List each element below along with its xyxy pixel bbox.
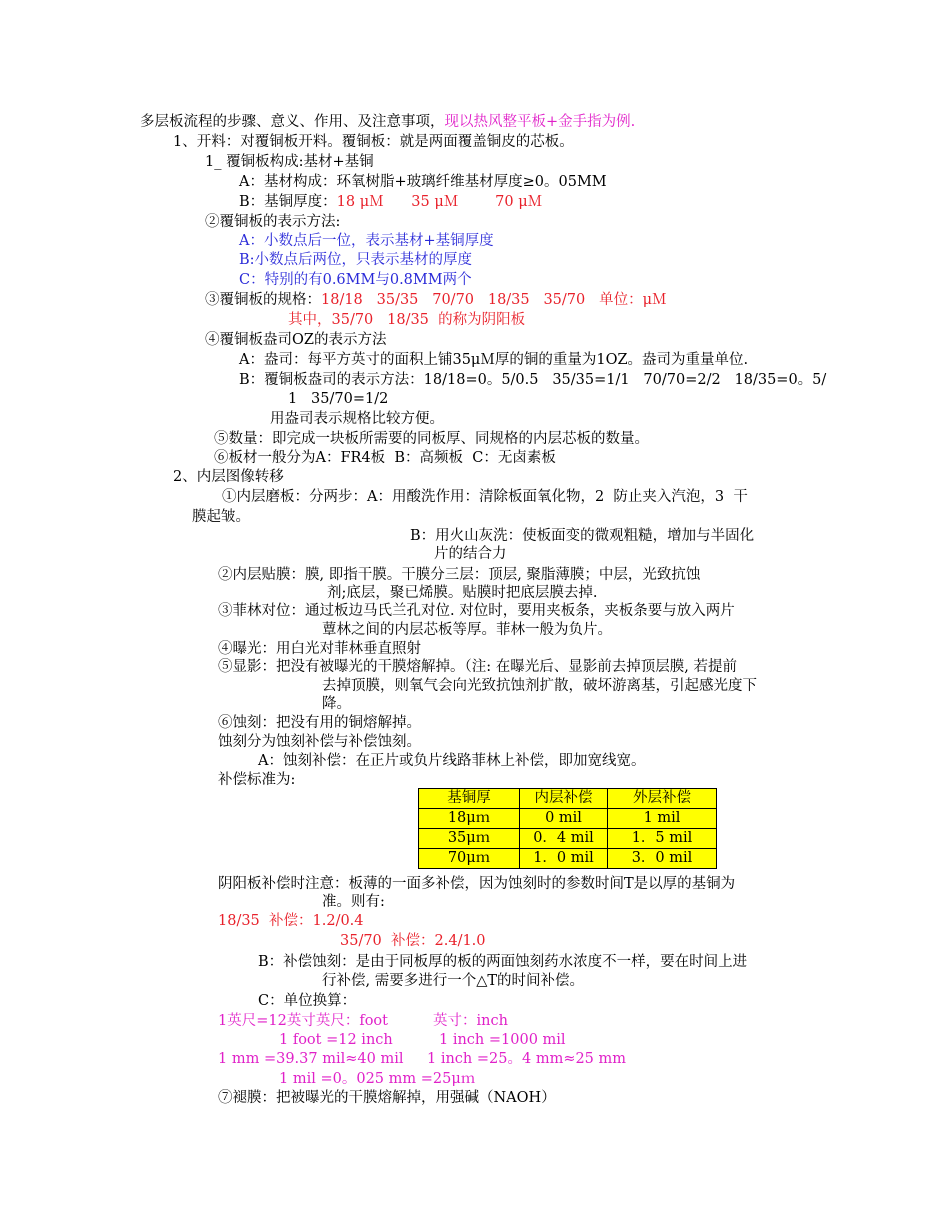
s1-p1b [239,193,542,212]
table-cell: 0．4 mil [520,829,608,849]
table-row [419,829,717,849]
s2-p2-line1: ②内层贴膜：膜, 即指干膜。干膜分三层：顶层, 聚脂薄膜；中层，光致抗蚀 [218,567,701,583]
s2-p6b: A：蚀刻补偿：在正片或负片线路菲林上补偿，即加宽线宽。 [258,753,646,769]
s2-p2-line2: 剂;底层，聚已烯膜。贴膜时把底层膜去掉. [327,585,598,601]
s2-p1b-line2: 片的结合力 [434,546,507,562]
s1-p1: 1_ 覆铜板构成:基材+基铜 [205,154,374,170]
table-header-row [419,789,717,809]
s1-p4a: A：盎司：每平方英寸的面积上铺35μＭ厚的铜的重量为1OZ。盎司为重量单位. [239,352,749,368]
table-header-cell: 内层补偿 [520,789,608,809]
s2-p3-line1: ③菲林对位：通过板边马氏兰孔对位. 对位时，要用夹板条，夹板条要与放入两片 [218,603,735,619]
table-cell: 1 mil [608,809,717,829]
s2-p8-line1: B：补偿蚀刻：是由于同板厚的板的两面蚀刻药水浓度不一样，要在时间上进 [258,954,748,970]
intro-line [140,113,635,132]
s1-p2: ②覆铜板的表示方法: [205,214,341,230]
table-cell: 1．5 mil [608,829,717,849]
s2-p8-line2: 行补偿, 需要多进行一个△T的时间补偿。 [322,973,585,989]
s1-p4c: 用盎司表示规格比较方便。 [270,411,444,427]
s2-p6c: 补偿标准为: [218,772,296,788]
s1-p2a: A：小数点后一位，表示基材+基铜厚度 [239,233,494,249]
s2-p10: ⑦褪膜：把被曝光的干膜熔解掉，用强碱（NAOH） [218,1090,556,1106]
table-cell: 35μｍ [419,829,520,849]
s1-title: 1、开料：对覆铜板开料。覆铜板：就是两面覆盖铜皮的芯板。 [173,134,574,150]
s1-p3 [205,291,667,310]
s1-p1a: A：基材构成：环氧树脂+玻璃纤维基材厚度≥0。05MM [239,174,607,190]
s1-p3-values: 18/18 35/35 70/70 18/35 35/70 单位：μＭ [321,292,667,308]
intro-text: 多层板流程的步骤、意义、作用、及注意事项， [140,114,445,130]
compensation-table [418,788,717,869]
s1-p3-note: 其中，35/70 18/35 的称为阴阳板 [288,312,526,328]
s1-p4b-line1: B：覆铜板盎司的表示方法：18/18=0。5/0.5 35/35=1/1 70/70=2/2 18/35=0。5/ [239,372,827,388]
s2-p3-line2: 蕈林之间的内层芯板等厚。菲林一般为负片。 [322,622,612,638]
s1-p4: ④覆铜板盎司OZ的表示方法 [205,332,387,348]
unit-inch-mm: 1 inch =25。4 mm≈25 mm [427,1051,627,1067]
s2-p7-result1: 18/35 补偿：1.2/0.4 [218,913,364,929]
s2-p6a: 蚀刻分为蚀刻补偿与补偿蚀刻。 [218,734,421,750]
s2-p1-line1: ①内层磨板：分两步：A：用酸洗作用：清除板面氧化物，2 防止夹入汽泡，3 干 [222,489,748,505]
table-cell: 0 mil [520,809,608,829]
table-cell: 70μｍ [419,849,520,869]
unit-inch-def: 英寸：inch [433,1013,508,1029]
s2-p9: C：单位换算： [258,993,357,1009]
unit-mm-mil: 1 mm =39.37 mil≈40 mil [218,1051,404,1067]
table-header-cell: 外层补偿 [608,789,717,809]
s1-p5: ⑤数量：即完成一块板所需要的同板厚、同规格的内层芯板的数量。 [214,431,649,447]
s2-p5-line2: 去掉顶膜，则氧气会向光致抗蚀剂扩散，破坏游离基，引起感光度下 [322,678,757,694]
unit-inch-mil: 1 inch =1000 mil [439,1032,566,1048]
s1-p1b-label: B：基铜厚度： [239,194,337,210]
s1-p3-label: ③覆铜板的规格： [205,292,321,308]
unit-foot-def: 1英尺=12英寸英尺：foot [218,1013,388,1029]
s1-p2b: B:小数点后两位，只表示基材的厚度 [239,252,473,268]
s1-p2c: C：特别的有0.6MM与0.8MM两个 [239,272,472,288]
table-cell: 3．0 mil [608,849,717,869]
s2-p5-line1: ⑤显影：把没有被曝光的干膜熔解掉。（注: 在曝光后、显影前去掉顶层膜, 若提前 [218,659,737,675]
s2-p1-line2: 膜起皱。 [192,509,250,525]
intro-highlight: 现以热风整平板+金手指为例. [444,114,636,130]
s1-p6: ⑥板材一般分为A：FR4板 B：高频板 C：无卤素板 [214,450,556,466]
table-row [419,849,717,869]
s2-p1b-line1: B：用火山灰洗：使板面变的微观粗糙，增加与半固化 [410,528,755,544]
unit-mil-mm: 1 mil =0。025 mm =25μｍ [279,1071,476,1087]
s2-p7-line1: 阴阳板补偿时注意：板薄的一面多补偿，因为蚀刻时的参数时间T是以厚的基铜为 [218,876,736,892]
s2-p4: ④曝光：用白光对菲林垂直照射 [218,641,421,657]
table-header-cell: 基铜厚 [419,789,520,809]
table-cell: 18μｍ [419,809,520,829]
s2-p7-result2: 35/70 补偿：2.4/1.0 [340,933,486,949]
table-row [419,809,717,829]
unit-foot-inch: 1 foot =12 inch [279,1032,393,1048]
s1-p4b-line2: 1 35/70=1/2 [288,391,389,407]
table-cell: 1．0 mil [520,849,608,869]
s2-p7-line2: 准。则有: [322,894,385,910]
s2-title: 2、内层图像转移 [173,469,284,485]
s2-p6: ⑥蚀刻：把没有用的铜熔解掉。 [218,715,421,731]
s2-p5-line3: 降。 [322,696,351,712]
s1-p1b-values: 18 μＭ 35 μＭ 70 μＭ [336,194,543,210]
